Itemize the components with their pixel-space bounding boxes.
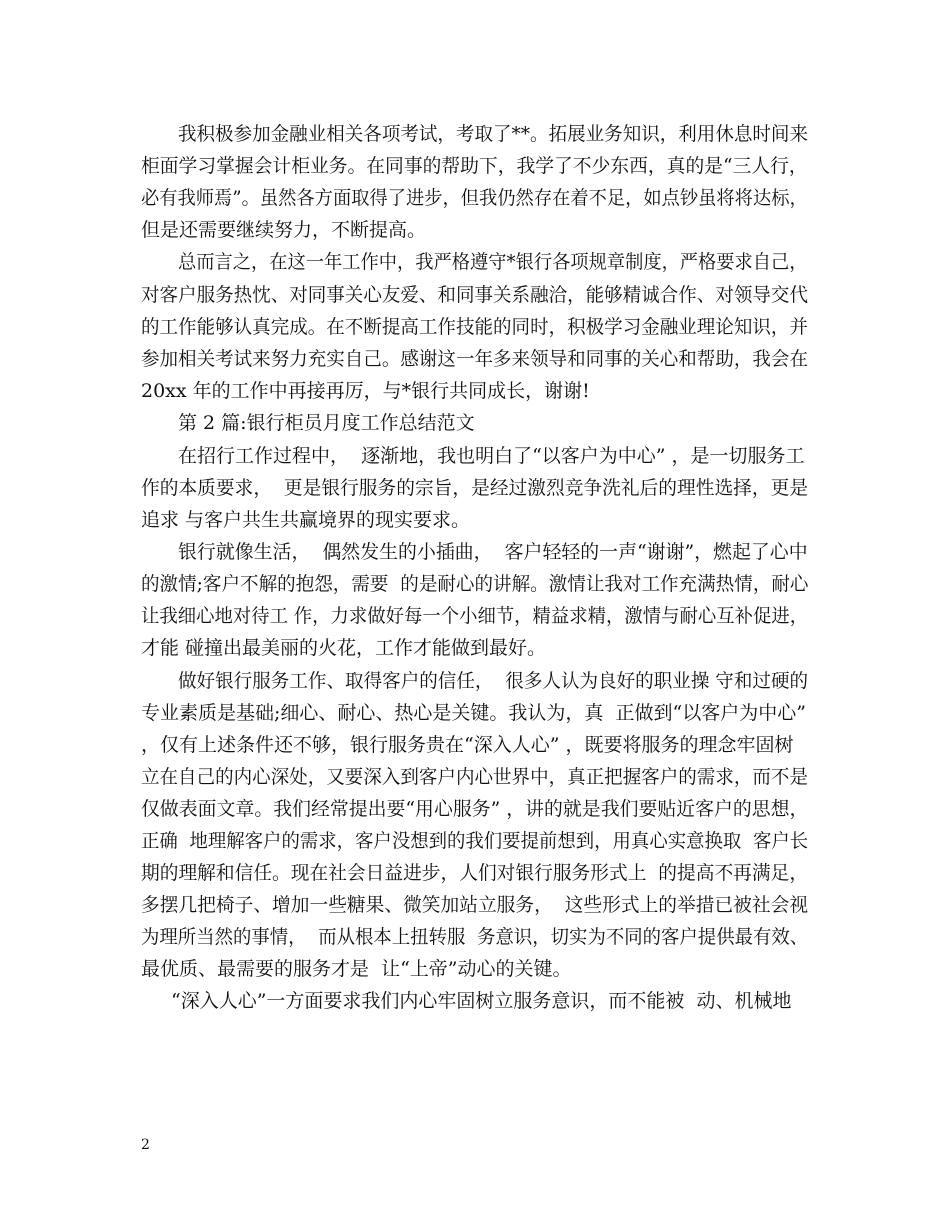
page-number: 2	[141, 1137, 150, 1153]
text-line: 在招行工作过程中， 逐渐地，我也明白了“以客户为中心” ，是一切服务工	[178, 445, 805, 467]
text-line: 的工作能够认真完成。在不断提高工作技能的同时，积极学习金融业理论知识，并	[141, 316, 808, 338]
text-line: 做好银行服务工作、取得客户的信任， 很多人认为良好的职业操 守和过硬的	[178, 670, 809, 692]
text-line: 对客户服务热忱、对同事关心友爱、和同事关系融洽，能够精诚合作、对领导交代	[141, 284, 808, 306]
text-line: 让我细心地对待工 作，力求做好每一个小细节，精益求精，激情与耐心互补促进，	[141, 605, 809, 627]
text-line: 正确 地理解客户的需求，客户没想到的我们要提前想到，用真心实意换取 客户长	[141, 830, 809, 852]
text-line: 作的本质要求， 更是银行服务的宗旨，是经过激烈竞争洗礼后的理性选择，更是	[141, 477, 809, 499]
text-line: 仅做表面文章。我们经常提出要“用心服务” ，讲的就是我们要贴近客户的思想，	[141, 798, 809, 820]
text-line: 20xx 年的工作中再接再厉，与*银行共同成长，谢谢!	[141, 380, 590, 402]
text-line: 银行就像生活， 偶然发生的小插曲， 客户轻轻的一声“谢谢”，燃起了心中	[178, 541, 808, 563]
text-line: 必有我师焉”。虽然各方面取得了进步，但我仍然存在着不足，如点钞虽将将达标，	[141, 187, 808, 209]
text-line: “深入人心”一方面要求我们内心牢固树立服务意识，而不能被 动、机械地	[171, 990, 792, 1012]
text-line: 追求 与客户共生共赢境界的现实要求。	[141, 509, 471, 531]
text-line: 的激情;客户不解的抱怨，需要 的是耐心的讲解。激情让我对工作充满热情，耐心	[141, 573, 809, 595]
text-line: 但是还需要继续努力，不断提高。	[141, 219, 427, 241]
text-line: 柜面学习掌握会计柜业务。在同事的帮助下，我学了不少东西，真的是“三人行，	[141, 155, 808, 177]
text-line: 参加相关考试来努力充实自己。感谢这一年多来领导和同事的关心和帮助，我会在	[141, 348, 808, 370]
text-line: ，仅有上述条件还不够，银行服务贵在“深入人心” ，既要将服务的理念牢固树	[141, 734, 794, 756]
text-line: 我积极参加金融业相关各项考试，考取了**。拓展业务知识，利用休息时间来	[178, 123, 808, 145]
text-line: 专业素质是基础;细心、耐心、热心是关键。我认为，真 正做到“以客户为中心”	[141, 702, 806, 724]
text-line: 才能 碰撞出最美丽的火花，工作才能做到最好。	[141, 637, 547, 659]
text-line: 总而言之，在这一年工作中，我严格遵守*银行各项规章制度，严格要求自己，	[178, 251, 808, 273]
text-line: 期的理解和信任。现在社会日益进步，人们对银行服务形式上 的提高不再满足，	[141, 862, 809, 884]
text-line: 为理所当然的事情， 而从根本上扭转服 务意识，切实为不同的客户提供最有效、	[141, 926, 809, 948]
text-line: 多摆几把椅子、增加一些糖果、微笑加站立服务， 这些形式上的举措已被社会视	[141, 894, 809, 916]
text-line: 立在自己的内心深处，又要深入到客户内心世界中，真正把握客户的需求，而不是	[141, 766, 808, 788]
text-line: 最优质、最需要的服务才是 让“上帝”动心的关键。	[141, 958, 572, 980]
section-heading: 第 2 篇:银行柜员月度工作总结范文	[178, 412, 475, 434]
